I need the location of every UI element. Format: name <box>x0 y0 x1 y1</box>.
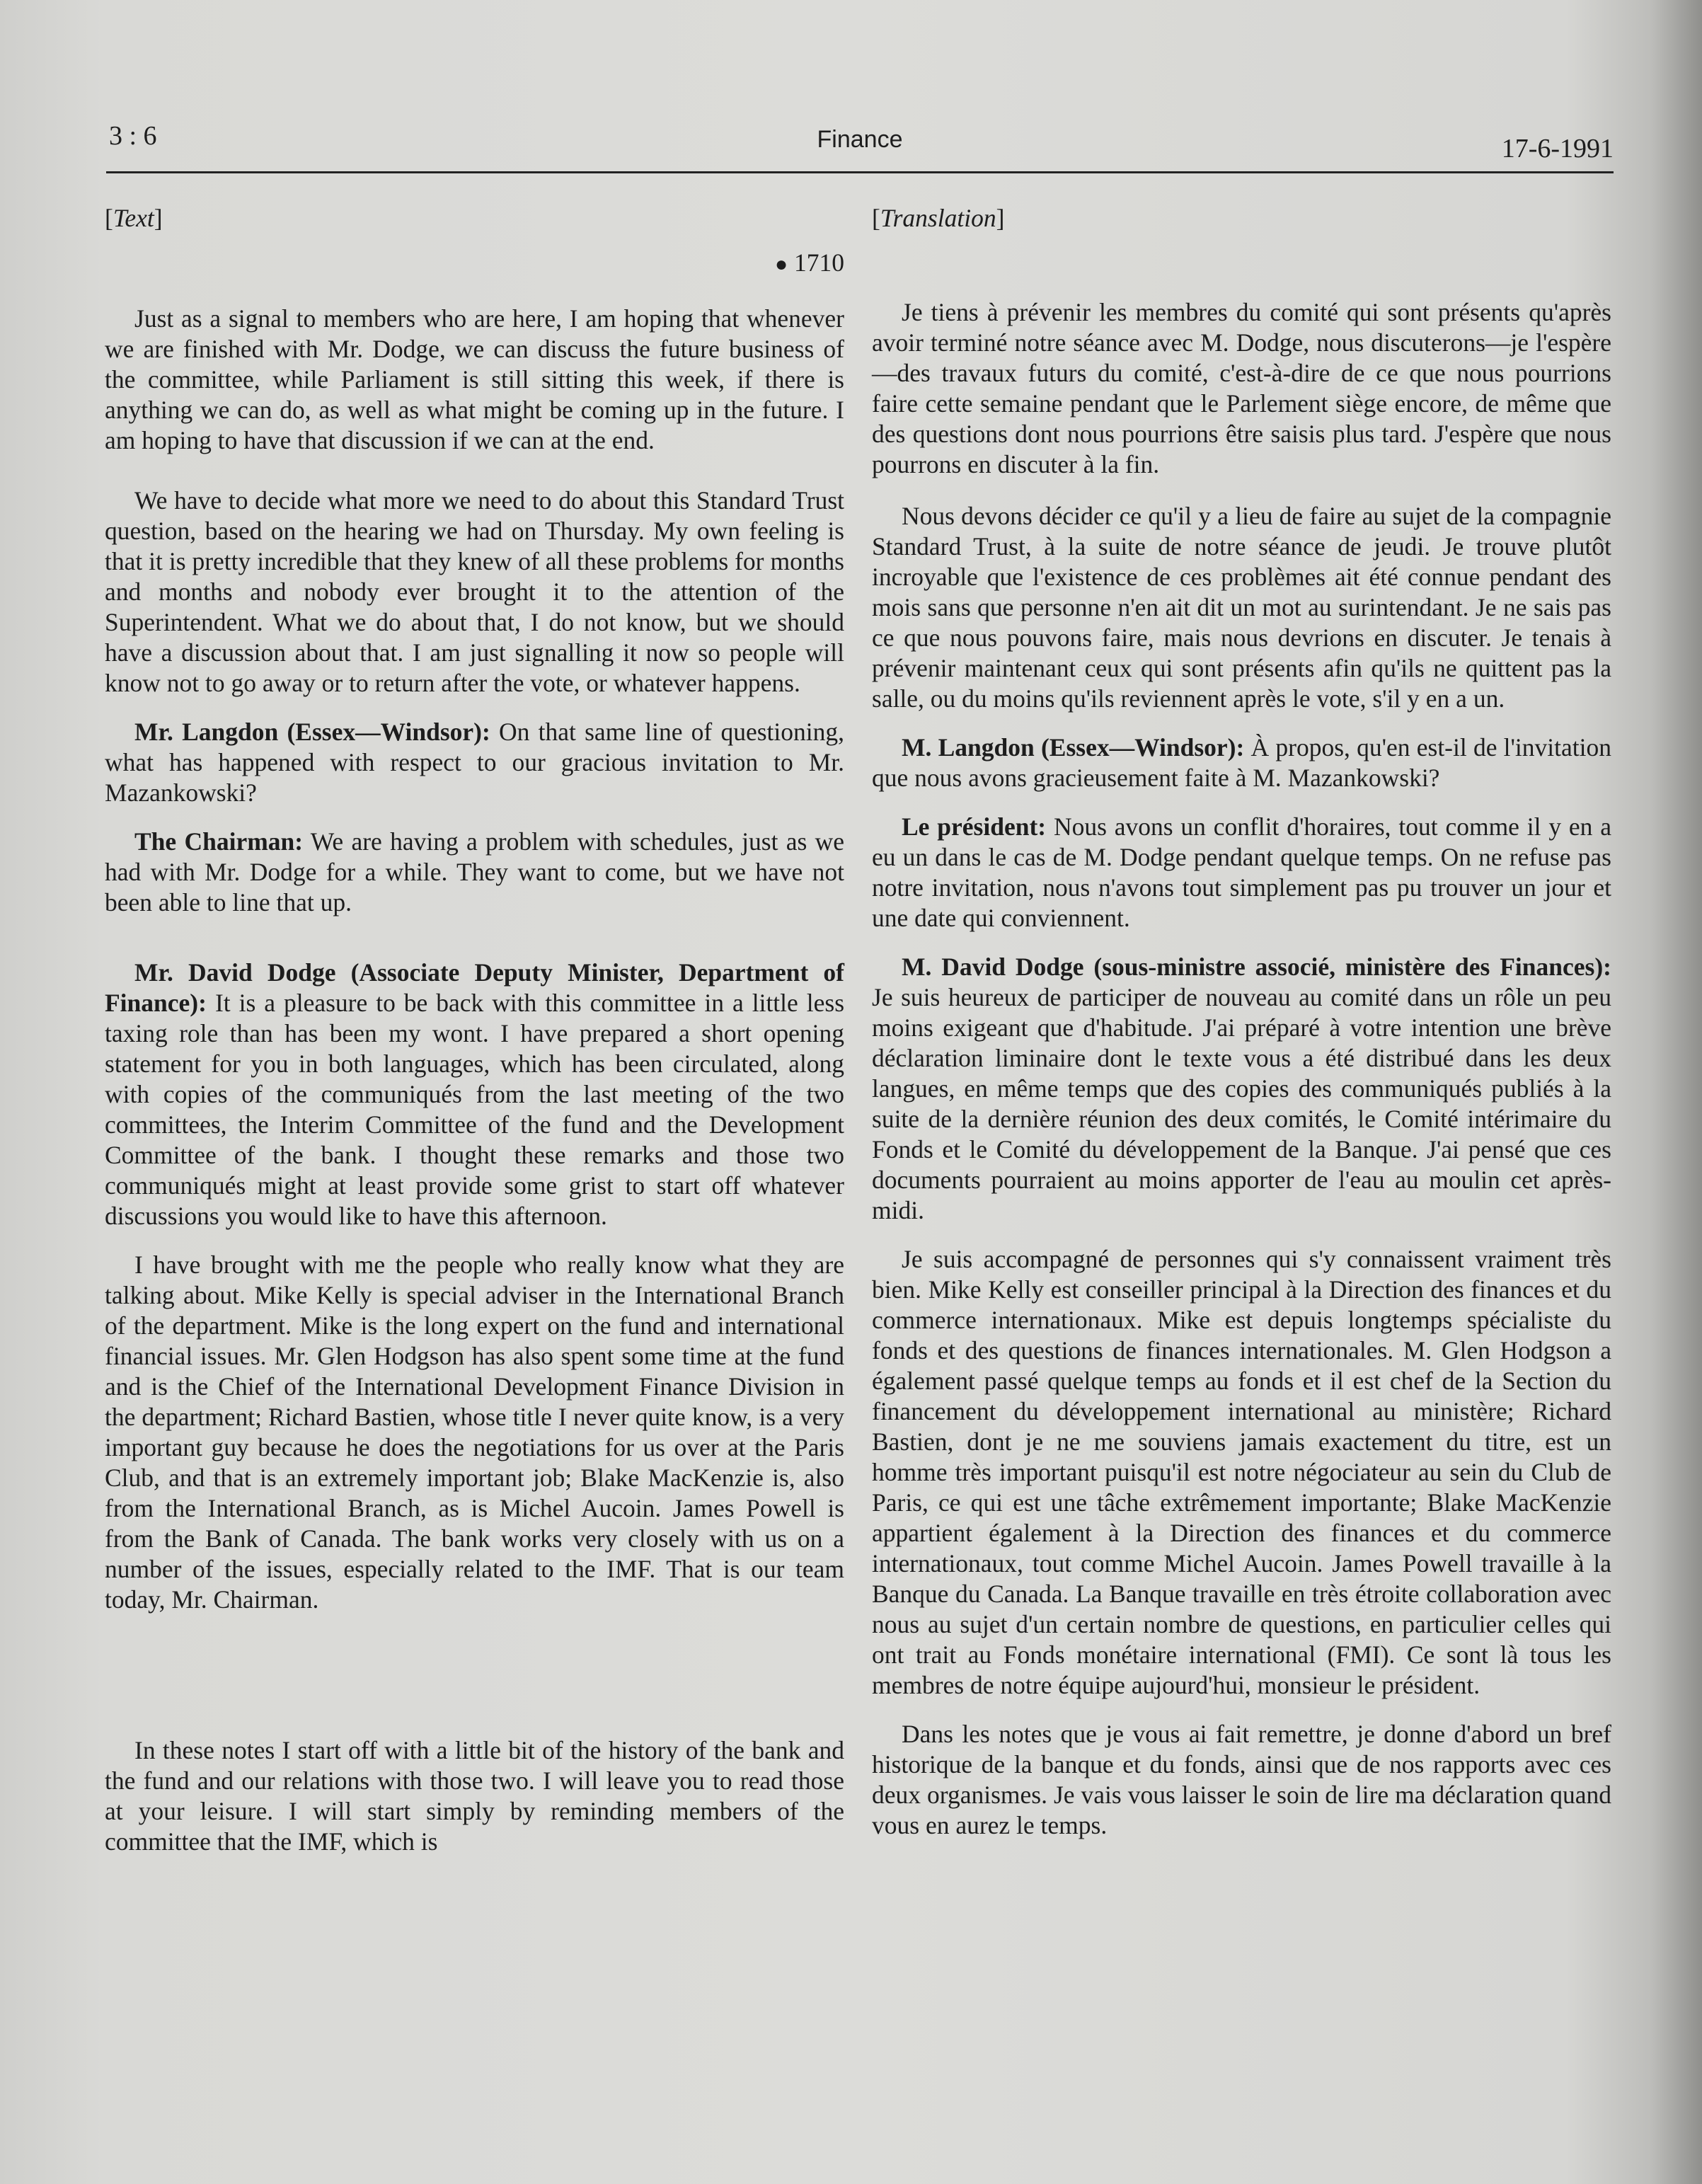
column-label-translation: [Translation] <box>872 204 1005 232</box>
speaker-name: Mr. David Dodge (Associate Deputy Minister, Department of Finance): <box>105 958 844 1017</box>
paragraph: In these notes I start off with a little bit of the history of the bank and the fund and our relations with those two. I will leave you to read those at your leisure. I will start simply by reminding members of the committee that the IMF, which is <box>105 1736 844 1856</box>
paragraph: Nous devons décider ce qu'il y a lieu de faire au sujet de la compagnie Standard Trust, à la suite de notre séance de jeudi. Je trouve plutôt incroyable que l'existence de ces problèmes ait été connue pendant des mois sans que personne n'en ait dit un mot au surintendant. Je ne sais pas ce que nous pouvons faire, mais nous devrions en discuter. Je tenais à prévenir maintenant ceux qui sont présents afin qu'ils ne quittent pas la salle, ou du moins qu'ils reviennent après le vote, s'il y en a un. <box>872 502 1611 713</box>
paragraph: The Chairman: We are having a problem with schedules, just as we had with Mr. Dodge for a while. They want to come, but we have not been able to line that up. <box>105 827 845 916</box>
page-title: Finance <box>817 126 903 153</box>
paragraph: Mr. David Dodge (Associate Deputy Minister, Department of Finance): It is a pleasure to be back with this committee in a little less taxing role than has been my wont. I have prepared a short opening statement for you in both languages, which has been circulated, along with copies of the communiqués from the last meeting of the two committees, the Interim Committee of the fund and the Development Committee of the bank. I thought these remarks and those two communiqués might at least provide some grist to start off whatever discussions you would like to have this afternoon. <box>105 958 845 1230</box>
paragraph: I have brought with me the people who really know what they are talking about. Mike Kelly is special adviser in the International Branch of the department. Mike is the long expert on the fund and international financial issues. Mr. Glen Hodgson has also spent some time at the fund and is the Chief of the International Development Finance Division in the department; Richard Bastien, whose title I never quite know, is a very important guy because he does the negotiations for us over at the Paris Club, and that is an extremely important job; Blake MacKenzie is, also from the International Branch, as is Michel Aucoin. James Powell is from the Bank of Canada. The bank works very closely with us on a number of the issues, especially related to the IMF. That is our team today, Mr. Chairman. <box>105 1251 844 1614</box>
speaker-name: The Chairman: <box>134 827 304 856</box>
paragraph: Je suis accompagné de personnes qui s'y connaissent vraiment très bien. Mike Kelly est conseiller principal à la Direction des finances et du commerce internationaux. Mike est depuis longtemps spécialiste du fonds et des questions de finances internationales. M. Glen Hodgson a également passé quelque temps au fonds et il est chef de la Section du financement du développement international au ministère; Richard Bastien, dont je ne me souviens jamais exactement du titre, est un homme très important puisqu'il est notre négociateur au sein du Club de Paris, ce qui est une tâche extrêmement importante; Blake MacKenzie appartient également à la Direction des finances et du commerce internationaux, tout comme Michel Aucoin. James Powell travaille à la Banque du Canada. La Banque travaille en très étroite collaboration avec nous au sujet d'un certain nombre de questions, en particulier celles qui ont trait au Fonds monétaire international (FMI). Ce sont là tous les membres de notre équipe aujourd'hui, monsieur le président. <box>872 1245 1611 1699</box>
timestamp: 1710 <box>794 248 844 277</box>
french-column <box>872 195 1611 1859</box>
speaker-name: Mr. Langdon (Essex—Windsor): <box>134 718 490 746</box>
timestamp-marker: ● 1710 <box>775 248 844 277</box>
paragraph: Dans les notes que je vous ai fait remettre, je donne d'abord un bref historique de la banque et du fonds, ainsi que de nos rapports avec ces deux organismes. Je vais vous laisser le soin de lire ma déclaration quand vous en aurez le temps. <box>872 1720 1611 1839</box>
paragraph: M. Langdon (Essex—Windsor): À propos, qu'en est-il de l'invitation que nous avons gracieusement faite à M. Mazankowski? <box>872 733 1612 792</box>
column-label-text: [Text] <box>105 204 163 232</box>
paragraph: Mr. Langdon (Essex—Windsor): On that same line of questioning, what has happened with respect to our gracious invitation to Mr. Mazankowski? <box>105 718 845 807</box>
speaker-name: M. David Dodge (sous-ministre associé, ministère des Finances): <box>902 953 1611 981</box>
page-header <box>106 113 1614 173</box>
speaker-name: Le président: <box>902 812 1047 841</box>
page-number: 3 : 6 <box>109 121 157 151</box>
paragraph: Just as a signal to members who are here, I am hoping that whenever we are finished with Mr. Dodge, we can discuss the future business of the committee, while Parliament is still sitting this week, if there is anything we can do, as well as what might be coming up in the future. I am hoping to have that discussion if we can at the end. <box>105 304 844 454</box>
paragraph: Je tiens à prévenir les membres du comité qui sont présents qu'après avoir terminé notre séance avec M. Dodge, nous discuterons—je l'espère—des travaux futurs du comité, c'est-à-dire de ce que nous pourrions faire cette semaine pendant que le Parlement siège encore, de même que des questions dont nous pourrions être saisis plus tard. J'espère que nous pourrons en discuter à la fin. <box>872 298 1611 478</box>
speaker-name: M. Langdon (Essex—Windsor): <box>902 733 1245 761</box>
english-column <box>105 195 844 1875</box>
page-date: 17-6-1991 <box>1501 134 1614 163</box>
paragraph: Le président: Nous avons un conflit d'horaires, tout comme il y en a eu un dans le cas de M. Dodge pendant quelque temps. On ne refuse pas notre invitation, nous n'avons tout simplement pas pu trouver un jour et une date qui conviennent. <box>872 812 1611 932</box>
paragraph: M. David Dodge (sous-ministre associé, ministère des Finances): Je suis heureux de participer de nouveau au comité dans un rôle un peu moins exigeant que d'habitude. J'ai préparé à votre intention une brève déclaration liminaire dont le texte vous a été distribué dans les deux langues, en même temps que des copies des communiqués publiés à la suite de la dernière réunion des deux comités, le Comité intérimaire du Fonds et le Comité du développement de la Banque. J'ai pensé que ces documents pourraient au moins apporter de l'eau au moulin cet après-midi. <box>872 953 1611 1224</box>
paragraph: We have to decide what more we need to do about this Standard Trust question, based on the hearing we had on Thursday. My own feeling is that it is pretty incredible that they knew of all these problems for months and months and nobody ever brought it to the attention of the Superintendent. What we do about that, I do not know, but we should have a discussion about that. I am just signalling it now so people will know not to go away or to return after the vote, or whatever happens. <box>105 486 844 697</box>
